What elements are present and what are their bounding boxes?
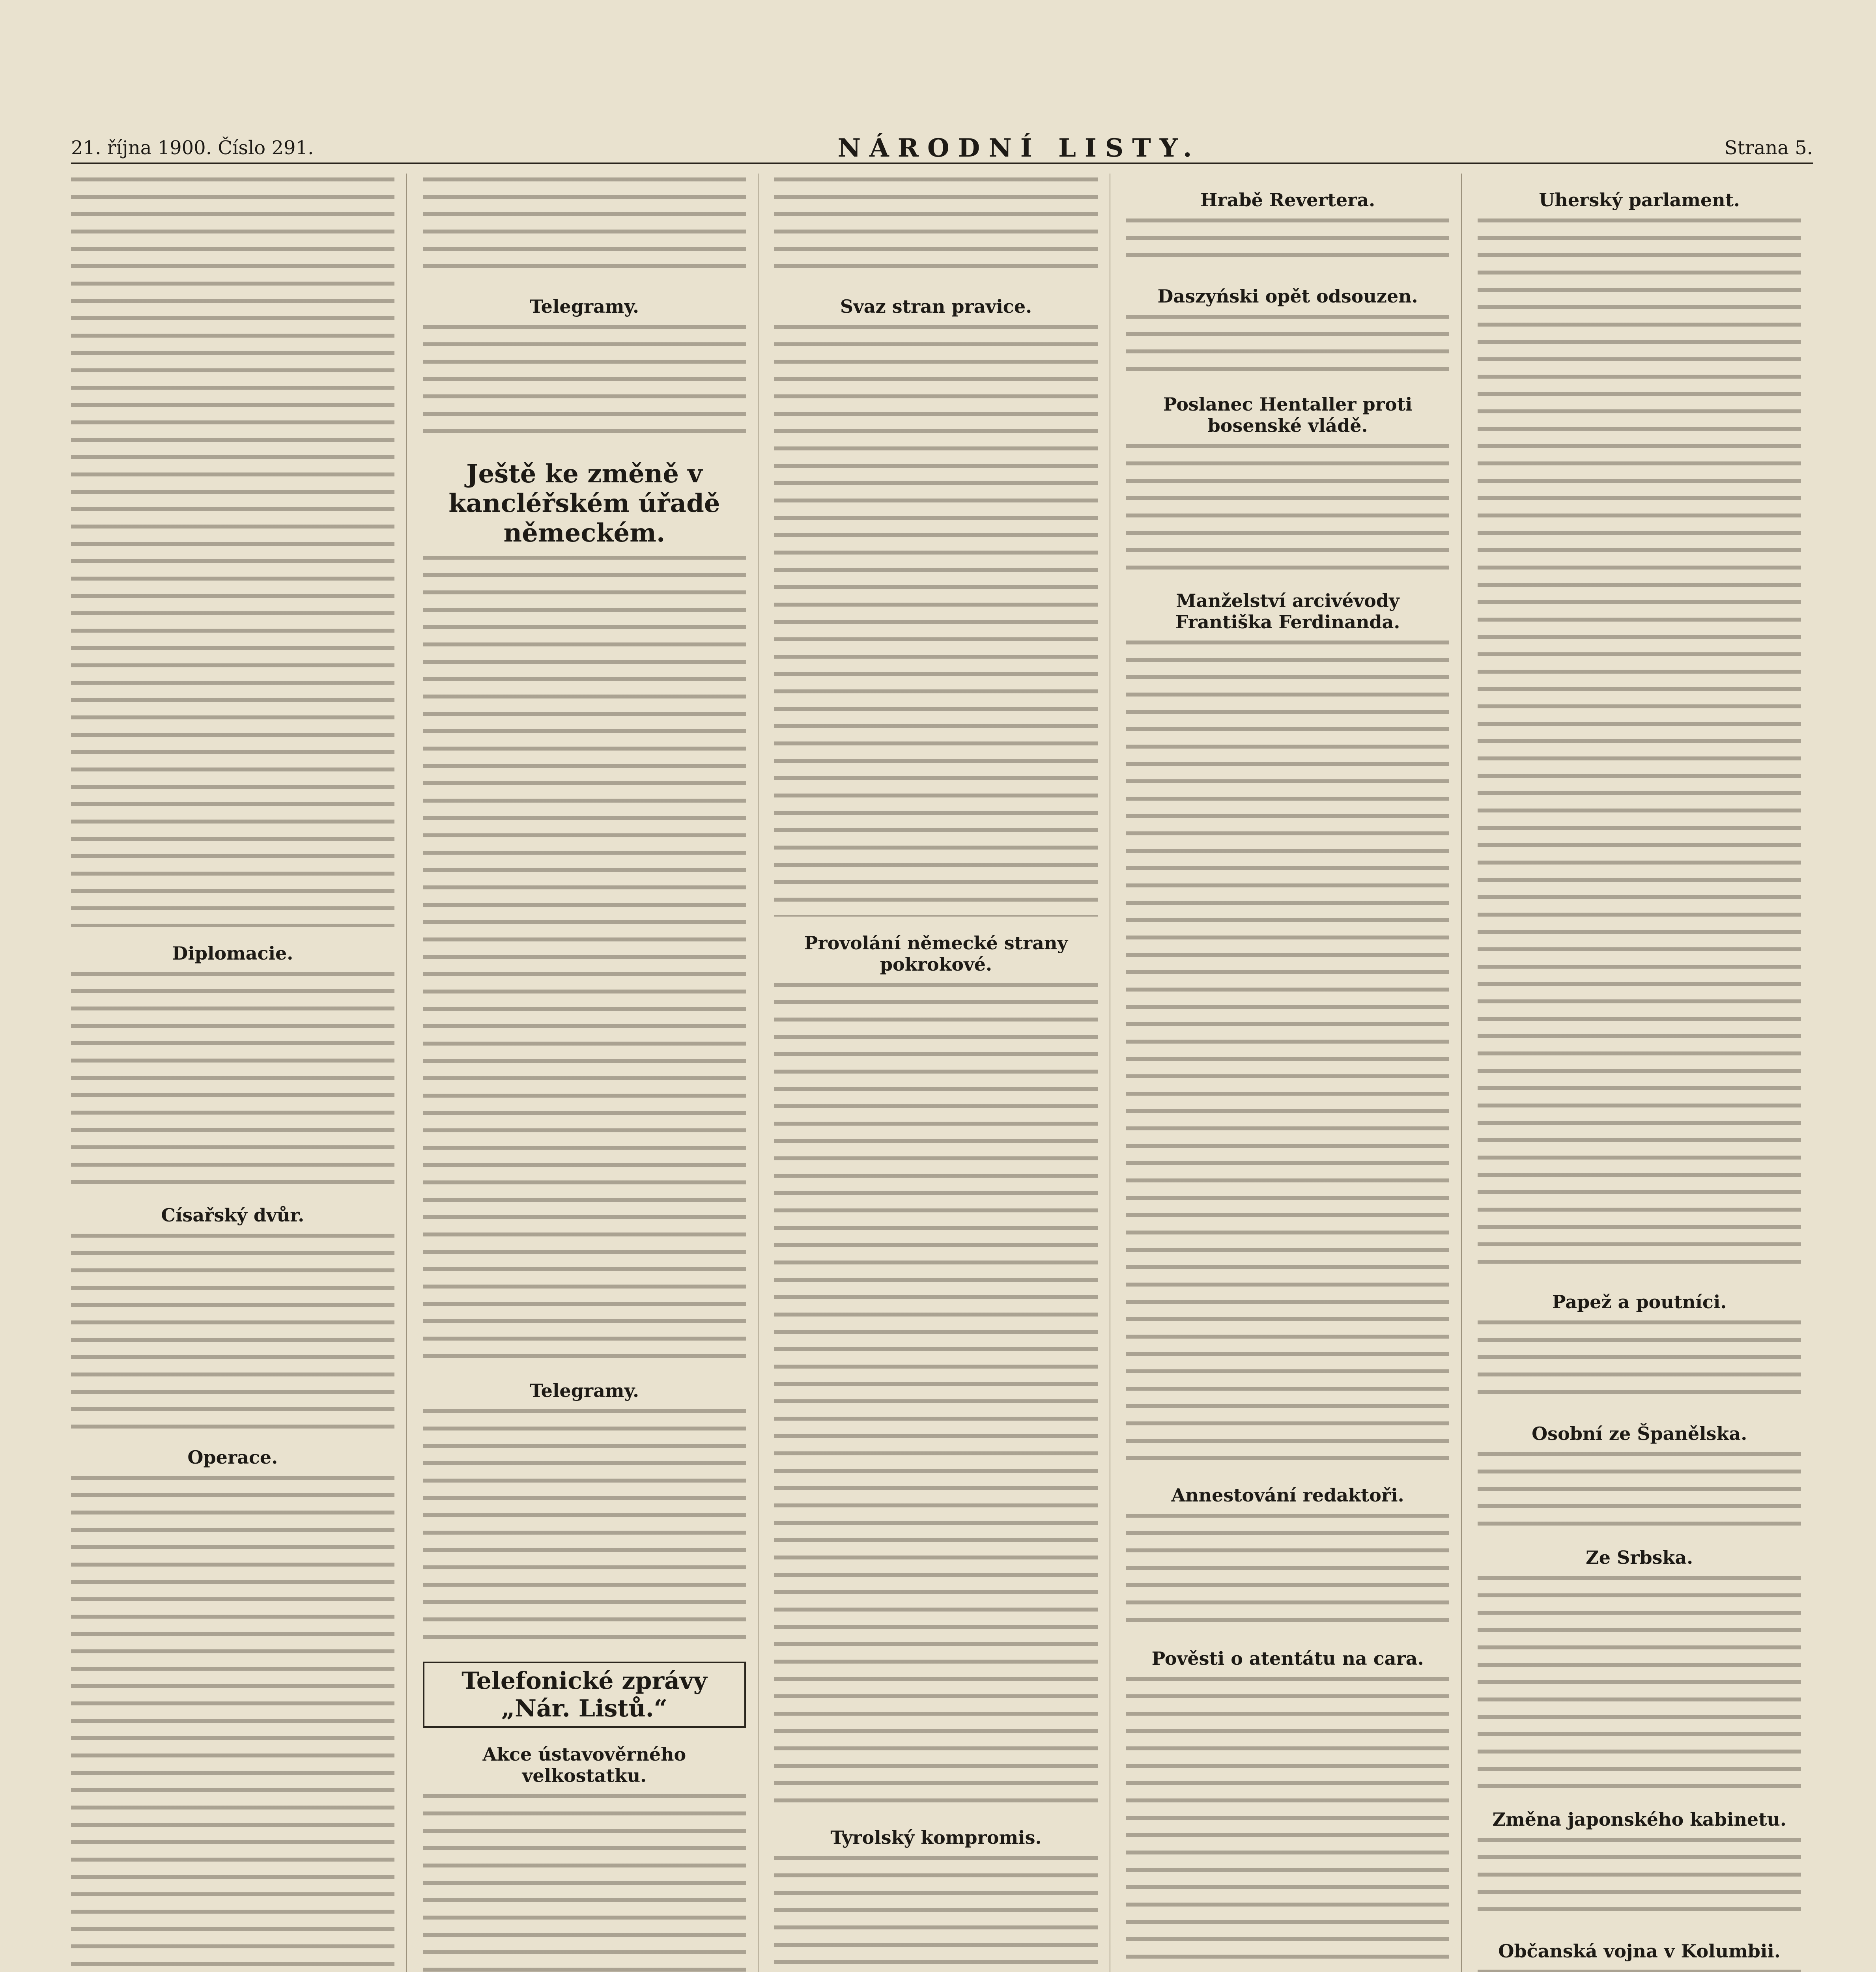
article-text bbox=[71, 177, 394, 927]
section-header: Akce ústavověrného velkostatku. bbox=[482, 1744, 686, 1786]
section-header: Manželství arcivévody Františka Ferdinanda. bbox=[1175, 590, 1400, 633]
section-header: Pověsti o atentátu na cara. bbox=[1151, 1648, 1424, 1669]
article-text bbox=[1126, 641, 1450, 1469]
section-header: Telefonické zprávy „Nár. Listů.“ bbox=[423, 1662, 746, 1728]
article-text bbox=[1478, 1970, 1801, 1972]
newspaper-title: NÁRODNÍ LISTY. bbox=[837, 133, 1201, 163]
article-text bbox=[1478, 218, 1801, 1275]
section-header: Tyrolský kompromis. bbox=[830, 1827, 1042, 1848]
section-header: Občanská vojna v Kolumbii. bbox=[1498, 1940, 1781, 1962]
section-header: Císařský dvůr. bbox=[161, 1204, 305, 1226]
section-header: Změna japonského kabinetu. bbox=[1492, 1809, 1786, 1830]
article-text bbox=[1126, 444, 1450, 574]
article-text bbox=[71, 1234, 394, 1431]
section-header: Uherský parlament. bbox=[1539, 189, 1740, 211]
column-2 bbox=[423, 174, 759, 1972]
masthead bbox=[71, 134, 1813, 164]
article-text bbox=[423, 1794, 746, 1972]
article-text bbox=[1126, 1677, 1450, 1972]
section-header: Ještě ke změně v kancléřském úřadě německém. bbox=[448, 459, 720, 548]
article-text bbox=[774, 177, 1098, 280]
article-text bbox=[1478, 1838, 1801, 1925]
page-number: Strana 5. bbox=[1724, 137, 1813, 159]
section-header: Papež a poutníci. bbox=[1552, 1291, 1727, 1313]
column-3 bbox=[774, 174, 1110, 1972]
section-header: Telegramy. bbox=[529, 296, 639, 317]
article-text bbox=[1478, 1320, 1801, 1407]
article-text bbox=[1126, 315, 1450, 378]
section-header: Annestování redaktoři. bbox=[1171, 1485, 1404, 1506]
section-header: Poslanec Hentaller proti bosenské vládě. bbox=[1163, 394, 1413, 436]
article-text bbox=[71, 972, 394, 1189]
article-text bbox=[1126, 218, 1450, 270]
article-text bbox=[774, 325, 1098, 917]
article-text bbox=[1478, 1452, 1801, 1531]
article-text bbox=[423, 325, 746, 443]
article-text bbox=[423, 177, 746, 280]
section-header: Svaz stran pravice. bbox=[840, 296, 1032, 317]
section-header: Ze Srbska. bbox=[1586, 1547, 1693, 1568]
article-text bbox=[1126, 1514, 1450, 1632]
column-4 bbox=[1126, 174, 1462, 1972]
article-text bbox=[1478, 1576, 1801, 1793]
article-text bbox=[423, 1409, 746, 1646]
section-header: Telegramy. bbox=[529, 1380, 639, 1401]
column-5 bbox=[1478, 174, 1813, 1972]
section-header: Provolání německé strany pokrokové. bbox=[804, 932, 1068, 975]
section-header: Osobní ze Španělska. bbox=[1532, 1423, 1747, 1444]
article-text bbox=[774, 983, 1098, 1811]
article-columns bbox=[71, 174, 1813, 1972]
article-text bbox=[423, 556, 746, 1364]
section-header: Hrabě Revertera. bbox=[1200, 189, 1375, 211]
article-text bbox=[774, 1856, 1098, 1972]
issue-date-number: 21. října 1900. Číslo 291. bbox=[71, 137, 314, 159]
section-header: Diplomacie. bbox=[172, 943, 293, 964]
article-text bbox=[71, 1476, 394, 1972]
column-1 bbox=[71, 174, 407, 1972]
section-header: Daszyński opět odsouzen. bbox=[1157, 286, 1418, 307]
section-header: Operace. bbox=[187, 1447, 278, 1468]
